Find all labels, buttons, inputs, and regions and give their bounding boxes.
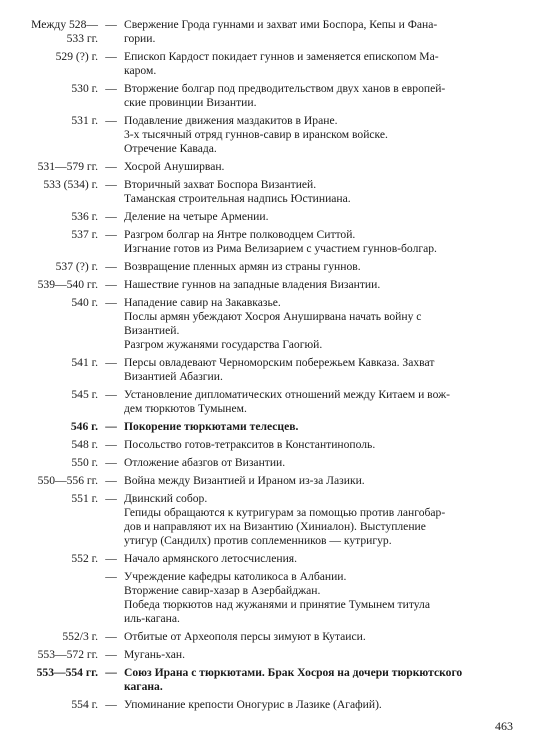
- entry-date-line: 545 г.: [71, 388, 98, 401]
- entry-text-line: Гепиды обращаются к кутригурам за помощью против лангобар-: [124, 506, 446, 519]
- entry-text-line: кагана.: [124, 680, 163, 693]
- entry-dash: —: [105, 178, 117, 191]
- entry-description: [124, 492, 512, 548]
- entry-date: [0, 630, 98, 644]
- entry-description: [124, 438, 512, 452]
- chronology-entry: [0, 260, 549, 274]
- entry-text-line: Война между Византией и Ираном из-за Лазики.: [124, 474, 365, 487]
- entry-date-line: 550—556 гг.: [37, 474, 98, 487]
- entry-date-line: 546 г.: [70, 420, 98, 433]
- entry-description: [124, 666, 512, 694]
- entry-description: [124, 50, 512, 78]
- chronology-entry: [0, 228, 549, 256]
- entry-text-line: Установление дипломатических отношений между Китаем и вож-: [124, 388, 450, 401]
- entry-description: [124, 210, 512, 224]
- entry-date: [0, 648, 98, 662]
- entry-dash: —: [105, 356, 117, 369]
- chronology-entry: [0, 160, 549, 174]
- entry-description: [124, 114, 512, 156]
- entry-date-line: 553—554 гг.: [36, 666, 98, 679]
- chronology-entry: [0, 630, 549, 644]
- chronology-entry: [0, 82, 549, 110]
- entry-date-line: Между 528—: [31, 18, 98, 31]
- chronology-entry: [0, 388, 549, 416]
- entry-dash: —: [105, 570, 117, 583]
- entry-text-line: 3-х тысячный отряд гуннов-савир в иранском войске.: [124, 128, 388, 141]
- entry-text-line: Упоминание крепости Онoгурис в Лазике (Агафий).: [124, 698, 382, 711]
- entry-date: [0, 388, 98, 402]
- entry-description: [124, 698, 512, 712]
- entry-description: [124, 160, 512, 174]
- chronology-entry: [0, 456, 549, 470]
- entry-date-line: 533 (534) г.: [43, 178, 98, 191]
- entry-text-line: Епископ Кардост покидает гуннов и заменяется епископом Ма-: [124, 50, 439, 63]
- entry-dash: —: [105, 456, 117, 469]
- entry-description: [124, 630, 512, 644]
- entry-date: [0, 278, 98, 292]
- entry-date-line: 552/3 г.: [62, 630, 98, 643]
- entry-description: [124, 474, 512, 488]
- entry-text-line: Византией Абазгии.: [124, 370, 223, 383]
- entry-date: [0, 438, 98, 452]
- entry-date-line: 531 г.: [71, 114, 98, 127]
- entry-text-line: Нападение савир на Закавказье.: [124, 296, 281, 309]
- entry-text-line: дем тюркютов Тумынем.: [124, 402, 247, 415]
- entry-description: [124, 456, 512, 470]
- entry-date-line: [0, 570, 98, 584]
- chronology-entry: [0, 552, 549, 566]
- chronology-entry: [0, 18, 549, 46]
- entry-dash: —: [105, 278, 117, 291]
- entry-dash: —: [105, 296, 117, 309]
- entry-text-line: утигур (Сандилх) против соплеменников — кутригур.: [124, 534, 392, 547]
- entry-text-line: Персы овладевают Черноморским побережьем Кавказа. Захват: [124, 356, 435, 369]
- entry-dash: —: [105, 160, 117, 173]
- entry-description: [124, 552, 512, 566]
- entry-dash: —: [105, 388, 117, 401]
- entry-text-line: Начало армянского летосчисления.: [124, 552, 297, 565]
- entry-date: [0, 296, 98, 310]
- entry-dash: —: [105, 438, 117, 451]
- entry-description: [124, 388, 512, 416]
- chronology-entry: [0, 438, 549, 452]
- entry-date: [0, 228, 98, 242]
- entry-text-line: ские провинции Византии.: [124, 96, 257, 109]
- entry-date: [0, 178, 98, 192]
- entry-text-line: Посольство готов-тетракситов в Константинополь.: [124, 438, 376, 451]
- entry-date-line: 529 (?) г.: [55, 50, 98, 63]
- entry-text-line: Разгром жужанями государства Гаогюй.: [124, 338, 323, 351]
- entry-date-line: 554 г.: [71, 698, 98, 711]
- entry-text-line: Разгром болгар на Янтре полководцем Ситтой.: [124, 228, 356, 241]
- entry-dash: —: [105, 474, 117, 487]
- entry-dash: —: [105, 552, 117, 565]
- entry-date: [0, 114, 98, 128]
- chronology-entry: [0, 356, 549, 384]
- chronology-entry: [0, 50, 549, 78]
- entry-text-line: Подавление движения маздакитов в Иране.: [124, 114, 338, 127]
- entry-date-line: 536 г.: [71, 210, 98, 223]
- entry-text-line: Нашествие гуннов на западные владения Византии.: [124, 278, 381, 291]
- entry-description: [124, 570, 512, 626]
- entry-date-line: 533 гг.: [66, 32, 98, 45]
- entry-date-line: 541 г.: [71, 356, 98, 369]
- entry-text-line: Отложение абазгов от Византии.: [124, 456, 286, 469]
- entry-date: [0, 356, 98, 370]
- chronology-entry: [0, 666, 549, 694]
- entry-text-line: Послы армян убеждают Хосроя Ануширвана начать войну с: [124, 310, 422, 323]
- entry-text-line: Союз Ирана с тюркютами. Брак Хосроя на дочери тюркютского: [124, 666, 463, 679]
- entry-date: [0, 474, 98, 488]
- entry-dash: —: [105, 698, 117, 711]
- entry-dash: —: [105, 492, 117, 505]
- chronology-entry: [0, 492, 549, 548]
- entry-text-line: Изгнание готов из Рима Велизарием с участием гуннов-болгар.: [124, 242, 437, 255]
- entry-description: [124, 260, 512, 274]
- entry-date: [0, 50, 98, 64]
- entry-dash: —: [105, 666, 117, 679]
- entry-date: [0, 552, 98, 566]
- entry-date: [0, 698, 98, 712]
- entry-date-line: 530 г.: [71, 82, 98, 95]
- entry-text-line: Таманская строительная надпись Юстиниана.: [124, 192, 351, 205]
- entry-date: [0, 160, 98, 174]
- entry-date: [0, 570, 98, 584]
- entry-dash: —: [105, 630, 117, 643]
- entry-date: [0, 82, 98, 96]
- entry-date-line: 550 г.: [71, 456, 98, 469]
- entry-description: [124, 228, 512, 256]
- entry-text-line: Вторичный захват Боспора Византией.: [124, 178, 317, 191]
- entry-text-line: каром.: [124, 64, 157, 77]
- entry-dash: —: [105, 18, 117, 31]
- entry-text-line: Византией.: [124, 324, 180, 337]
- chronology-page: [0, 18, 549, 716]
- entry-date: [0, 420, 98, 434]
- entry-date: [0, 456, 98, 470]
- entry-description: [124, 420, 512, 434]
- entry-date-line: 531—579 гг.: [37, 160, 98, 173]
- entry-date-line: 553—572 гг.: [37, 648, 98, 661]
- entry-text-line: Вторжение болгар под предводительством двух ханов в европей-: [124, 82, 446, 95]
- chronology-entry: [0, 210, 549, 224]
- entry-dash: —: [105, 648, 117, 661]
- chronology-entry: [0, 698, 549, 712]
- entry-description: [124, 356, 512, 384]
- entry-text-line: Деление на четыре Армении.: [124, 210, 269, 223]
- entry-description: [124, 82, 512, 110]
- entry-text-line: гории.: [124, 32, 156, 45]
- entry-description: [124, 648, 512, 662]
- entry-text-line: Двинский собор.: [124, 492, 208, 505]
- entry-description: [124, 18, 512, 46]
- chronology-entry: [0, 278, 549, 292]
- entry-text-line: иль-кагана.: [124, 612, 180, 625]
- entry-text-line: Свержение Грода гуннами и захват ими Боспора, Кепы и Фана-: [124, 18, 438, 31]
- entry-date: [0, 666, 98, 680]
- entry-description: [124, 178, 512, 206]
- chronology-entry: [0, 178, 549, 206]
- entry-text-line: Отбитые от Археополя персы зимуют в Кутаиси.: [124, 630, 366, 643]
- page-number: 463: [495, 719, 513, 733]
- chronology-entry: [0, 296, 549, 352]
- entry-dash: —: [105, 420, 117, 433]
- entry-text-line: дов и направляют их на Византию (Хиниалон). Выступление: [124, 520, 426, 533]
- entry-text-line: Учреждение кафедры католикоса в Албании.: [124, 570, 347, 583]
- entry-dash: —: [105, 82, 117, 95]
- entry-dash: —: [105, 50, 117, 63]
- entry-description: [124, 296, 512, 352]
- entry-date-line: 539—540 гг.: [37, 278, 98, 291]
- entry-date-line: 537 (?) г.: [55, 260, 98, 273]
- entry-text-line: Хосрой Ануширван.: [124, 160, 225, 173]
- chronology-entry: [0, 474, 549, 488]
- entry-date-line: 540 г.: [71, 296, 98, 309]
- entry-text-line: Отречение Кавада.: [124, 142, 217, 155]
- entry-date-line: 537 г.: [71, 228, 98, 241]
- entry-text-line: Покорение тюркютами телесцев.: [124, 420, 299, 433]
- chronology-entry: [0, 648, 549, 662]
- entry-text-line: Победа тюркютов над жужанями и принятие Тумынем титула: [124, 598, 430, 611]
- entry-date: [0, 492, 98, 506]
- chronology-entry: [0, 114, 549, 156]
- entry-dash: —: [105, 114, 117, 127]
- entry-dash: —: [105, 260, 117, 273]
- entry-text-line: Возвращение пленных армян из страны гуннов.: [124, 260, 361, 273]
- entry-date-line: 552 г.: [71, 552, 98, 565]
- entry-date: [0, 260, 98, 274]
- entry-date-line: 548 г.: [71, 438, 98, 451]
- entry-date: [0, 18, 98, 46]
- chronology-entry: [0, 420, 549, 434]
- entry-text-line: Мугань-хан.: [124, 648, 185, 661]
- entry-dash: —: [105, 210, 117, 223]
- entry-date: [0, 210, 98, 224]
- entry-dash: —: [105, 228, 117, 241]
- entry-description: [124, 278, 512, 292]
- chronology-entry: [0, 570, 549, 626]
- entry-date-line: 551 г.: [71, 492, 98, 505]
- entry-text-line: Вторжение савир-хазар в Азербайджан.: [124, 584, 321, 597]
